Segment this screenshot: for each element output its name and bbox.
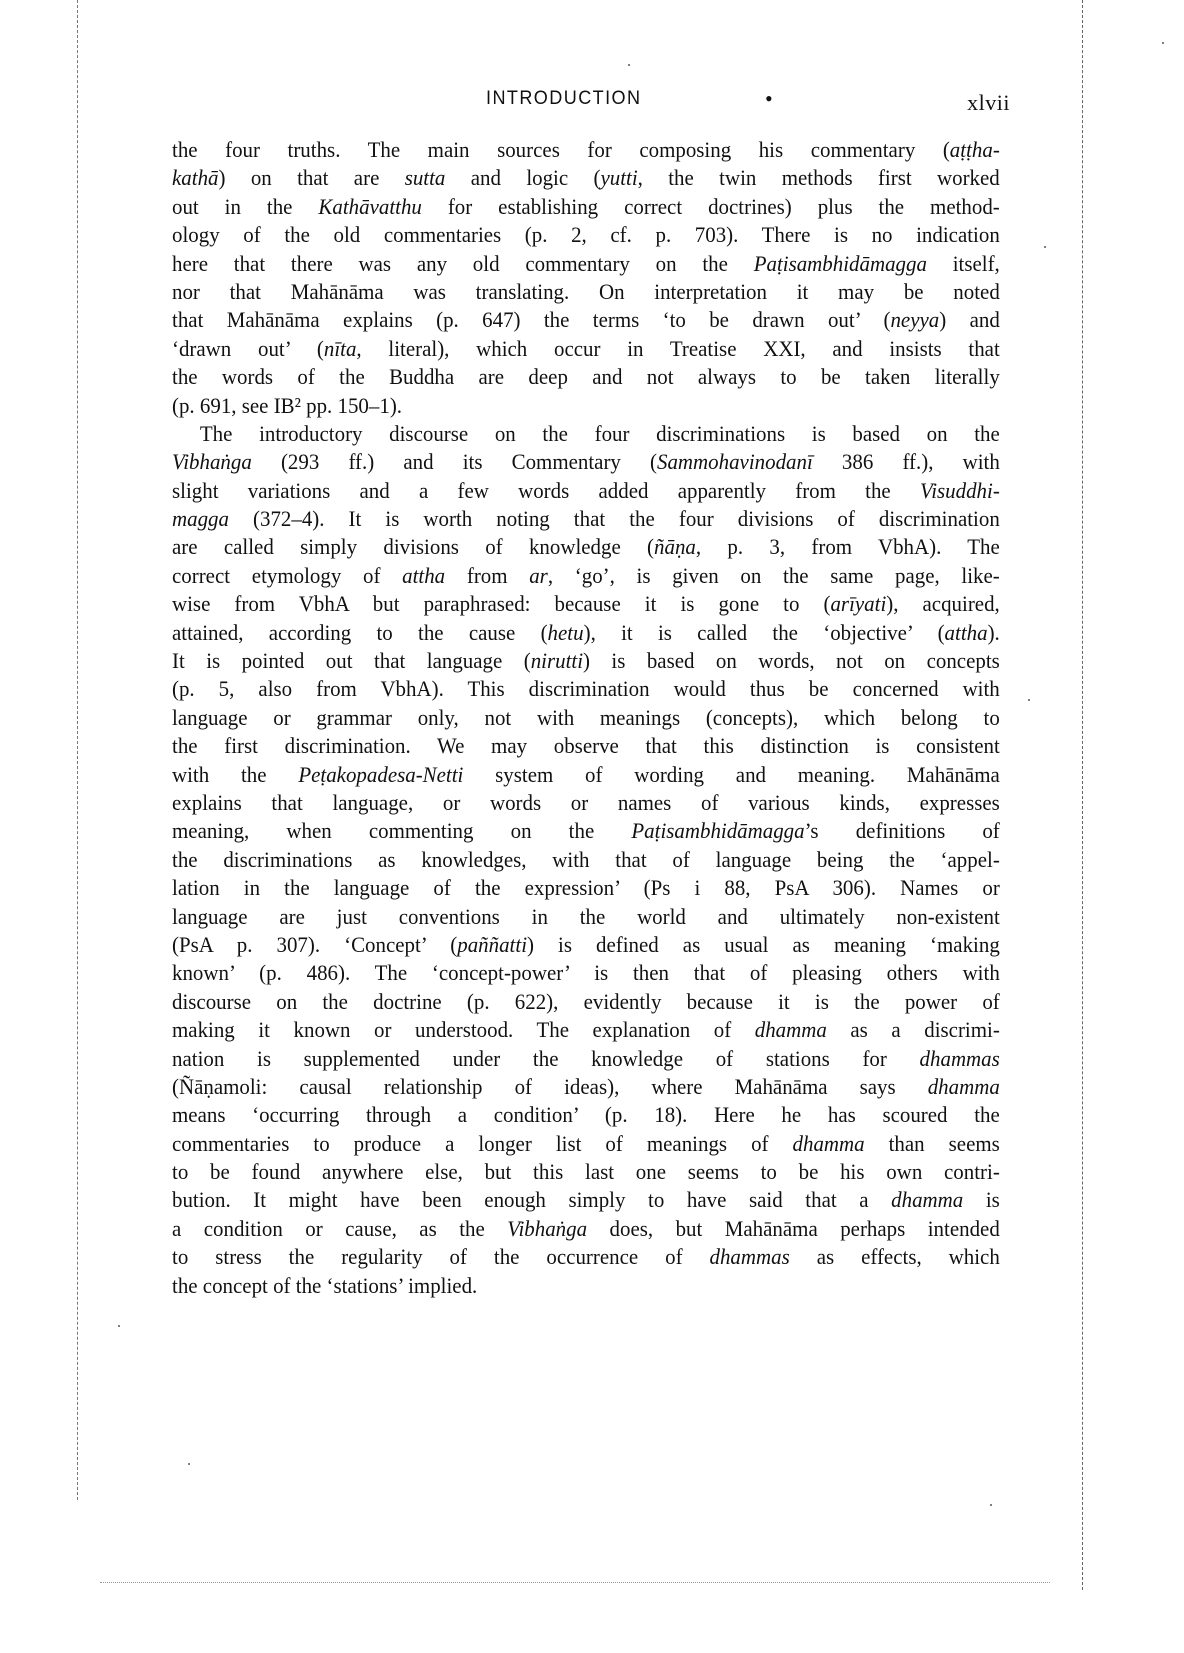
text-run: here that there was any old commentary on the [172, 250, 754, 276]
text-run: are called simply divisions of knowledge ( [172, 534, 655, 560]
text-run: It is pointed out that language ( [172, 648, 531, 674]
text-run: , ‘go’, is given on the same page, like- [547, 562, 1000, 588]
text-run: system of wording and meaning. Mahānāma [463, 761, 1000, 787]
scan-speck [990, 1504, 992, 1506]
text-run: attained, according to the cause ( [172, 619, 548, 645]
italic-term: ar [529, 562, 548, 588]
text-line [172, 931, 1000, 959]
page-edge-bottom [100, 1582, 1050, 1583]
italic-term: Paṭisambhidāmagga [631, 818, 805, 844]
text-line [172, 647, 1000, 675]
text-line [172, 846, 1000, 874]
text-line [172, 1215, 1000, 1243]
scan-speck [1044, 246, 1046, 248]
italic-term: Paṭisambhidāmagga [753, 250, 927, 276]
italic-term: nīta [323, 335, 357, 361]
text-line [172, 1101, 1000, 1129]
page-edge-right [1082, 0, 1083, 1590]
text-line [172, 448, 1000, 476]
running-head [172, 86, 1010, 116]
text-line [172, 392, 1000, 420]
italic-term: paññatti [457, 931, 528, 957]
text-run: bution. It might have been enough simply to have said that a [172, 1187, 892, 1213]
italic-term: sutta [404, 165, 446, 191]
text-run: itself, [926, 250, 1000, 276]
italic-term: attha [402, 562, 446, 588]
text-run: wise from VbhA but paraphrased: because it is gone to ( [172, 591, 831, 617]
text-line [172, 562, 1000, 590]
italic-term: magga [172, 506, 229, 532]
scan-speck [628, 64, 630, 66]
text-run: language are just conventions in the world and ultimately non-existent [172, 903, 1000, 929]
italic-term: arīyati [830, 591, 887, 617]
italic-term: attha [944, 619, 988, 645]
text-run: (p. 5, also from VbhA). This discrimination would thus be concerned with [172, 676, 1000, 702]
text-run: (p. 691, see IB² pp. 150–1). [172, 392, 403, 418]
text-line [172, 335, 1000, 363]
text-run: the words of the Buddha are deep and not always to be taken literally [172, 364, 1000, 390]
text-run: to be found anywhere else, but this last one seems to be his own contri- [172, 1159, 1000, 1185]
italic-term: nirutti [530, 648, 584, 674]
text-run: known’ (p. 486). The ‘concept-power’ is then that of pleasing others with [172, 960, 1000, 986]
text-line [172, 250, 1000, 278]
text-line [172, 1158, 1000, 1186]
text-run: nor that Mahānāma was translating. On interpretation it may be noted [172, 278, 1000, 304]
italic-term: dhamma [927, 1073, 1000, 1099]
text-run: means ‘occurring through a condition’ (p. 18). Here he has scoured the [172, 1102, 1000, 1128]
text-run: lation in the language of the expression’ (Ps i 88, PsA 306). Names or [172, 875, 1000, 901]
text-run: a condition or cause, as the [172, 1215, 508, 1241]
running-head-separator: • [765, 86, 775, 111]
text-run: is [963, 1187, 1000, 1213]
italic-term: dhamma [792, 1130, 865, 1156]
text-line [172, 761, 1000, 789]
text-run: ) on that are [218, 165, 405, 191]
text-run: ), it is called the ‘objective’ ( [583, 619, 945, 645]
text-run: with the [172, 761, 299, 787]
scan-speck [1028, 699, 1030, 701]
paragraph-first-line [172, 420, 1000, 448]
text-line [172, 1045, 1000, 1073]
text-run: making it known or understood. The explanation of [172, 1017, 755, 1043]
scan-speck [188, 1463, 190, 1465]
italic-term: dhamma [891, 1187, 964, 1213]
text-run: the four truths. The main sources for composing his commentary ( [172, 137, 950, 162]
scan-speck [118, 1325, 120, 1327]
text-run: slight variations and a few words added apparently from the [172, 477, 920, 503]
text-run: explains that language, or words or names of various kinds, expresses [172, 789, 1000, 815]
text-line [172, 505, 1000, 533]
text-run: and logic ( [445, 165, 601, 191]
text-run: as a discrimi- [826, 1017, 1000, 1043]
text-run: meaning, when commenting on the [172, 818, 632, 844]
italic-term: neyya [890, 307, 940, 333]
italic-term: Vibhaṅga [172, 449, 252, 475]
text-line [172, 1243, 1000, 1271]
text-run: does, but Mahānāma perhaps intended [587, 1215, 1000, 1241]
text-line [172, 477, 1000, 505]
text-line [172, 704, 1000, 732]
text-run: to stress the regularity of the occurrence of [172, 1244, 710, 1270]
text-run: that Mahānāma explains (p. 647) the terms ‘to be drawn out’ ( [172, 307, 891, 333]
text-line [172, 193, 1000, 221]
text-line [172, 959, 1000, 987]
text-line [172, 221, 1000, 249]
italic-term: Visuddhi- [919, 477, 1000, 503]
text-run: , p. 3, from VbhA). The [695, 534, 1000, 560]
text-line [172, 306, 1000, 334]
italic-term: dhammas [919, 1045, 1000, 1071]
text-run: for establishing correct doctrines) plus the method- [421, 193, 1000, 219]
body-text [172, 136, 1000, 1300]
text-line [172, 1016, 1000, 1044]
italic-term: dhamma [754, 1017, 827, 1043]
text-run: commentaries to produce a longer list of meanings of [172, 1130, 793, 1156]
text-run: ‘drawn out’ ( [172, 335, 324, 361]
text-run: from [445, 562, 530, 588]
text-line [172, 988, 1000, 1016]
text-line [172, 164, 1000, 192]
text-run: , the twin methods first worked [637, 165, 1000, 191]
italic-term: kathā [172, 165, 219, 191]
text-line [172, 533, 1000, 561]
italic-term: dhammas [709, 1244, 790, 1270]
italic-term: Peṭakopadesa-Netti [298, 761, 464, 787]
text-run: (293 ff.) and its Commentary ( [251, 449, 658, 475]
text-run: ) is based on words, not on concepts [583, 648, 1000, 674]
text-run: ). [987, 619, 1000, 645]
text-line [172, 903, 1000, 931]
text-run: The introductory discourse on the four discriminations is based on the [199, 420, 1000, 446]
text-run: ology of the old commentaries (p. 2, cf. p. 703). There is no indication [172, 222, 1000, 248]
text-line [172, 363, 1000, 391]
text-run: language or grammar only, not with meanings (concepts), which belong to [172, 704, 1000, 730]
text-line [172, 1272, 1000, 1300]
text-run: (Ñāṇamoli: causal relationship of ideas), where Mahānāma says [172, 1073, 928, 1099]
scan-speck [1162, 42, 1164, 44]
text-line [172, 789, 1000, 817]
text-run: (372–4). It is worth noting that the four divisions of discrimination [228, 506, 1000, 532]
page-edge-left [77, 0, 78, 1500]
text-run: ), acquired, [886, 591, 1000, 617]
text-line [172, 732, 1000, 760]
italic-term: Sammohavinodanī [657, 449, 813, 475]
running-head-title: INTRODUCTION [486, 88, 642, 109]
text-run: as effects, which [789, 1244, 1000, 1270]
text-run: ) and [939, 307, 1000, 333]
text-run: 386 ff.), with [812, 449, 1000, 475]
text-run: ’s definitions of [804, 818, 1000, 844]
italic-term: yutti [600, 165, 638, 191]
text-line [172, 136, 1000, 164]
text-line [172, 817, 1000, 845]
italic-term: aṭṭha- [949, 137, 1000, 162]
text-run: nation is supplemented under the knowledge of stations for [172, 1045, 920, 1071]
text-run: than seems [864, 1130, 1000, 1156]
text-line [172, 1073, 1000, 1101]
text-run: the concept of the ‘stations’ implied. [172, 1272, 478, 1298]
text-run: the first discrimination. We may observe that this distinction is consistent [172, 733, 1000, 759]
text-run: , literal), which occur in Treatise XXI, and insists that [356, 335, 1000, 361]
text-line [172, 619, 1000, 647]
text-run: ) is defined as usual as meaning ‘making [527, 931, 1000, 957]
text-run: discourse on the doctrine (p. 622), evidently because it is the power of [172, 988, 1000, 1014]
text-line [172, 874, 1000, 902]
italic-term: Vibhaṅga [507, 1215, 588, 1241]
italic-term: ñāṇa [654, 534, 696, 560]
text-line [172, 1130, 1000, 1158]
text-line [172, 675, 1000, 703]
italic-term: Kathāvatthu [318, 193, 422, 219]
italic-term: hetu [547, 619, 584, 645]
text-run: the discriminations as knowledges, with that of language being the ‘appel- [172, 846, 1000, 872]
text-run: (PsA p. 307). ‘Concept’ ( [172, 931, 458, 957]
text-line [172, 590, 1000, 618]
text-run: correct etymology of [172, 562, 403, 588]
text-line [172, 278, 1000, 306]
text-line [172, 1186, 1000, 1214]
text-run: out in the [172, 193, 319, 219]
page-number: xlvii [967, 90, 1010, 115]
